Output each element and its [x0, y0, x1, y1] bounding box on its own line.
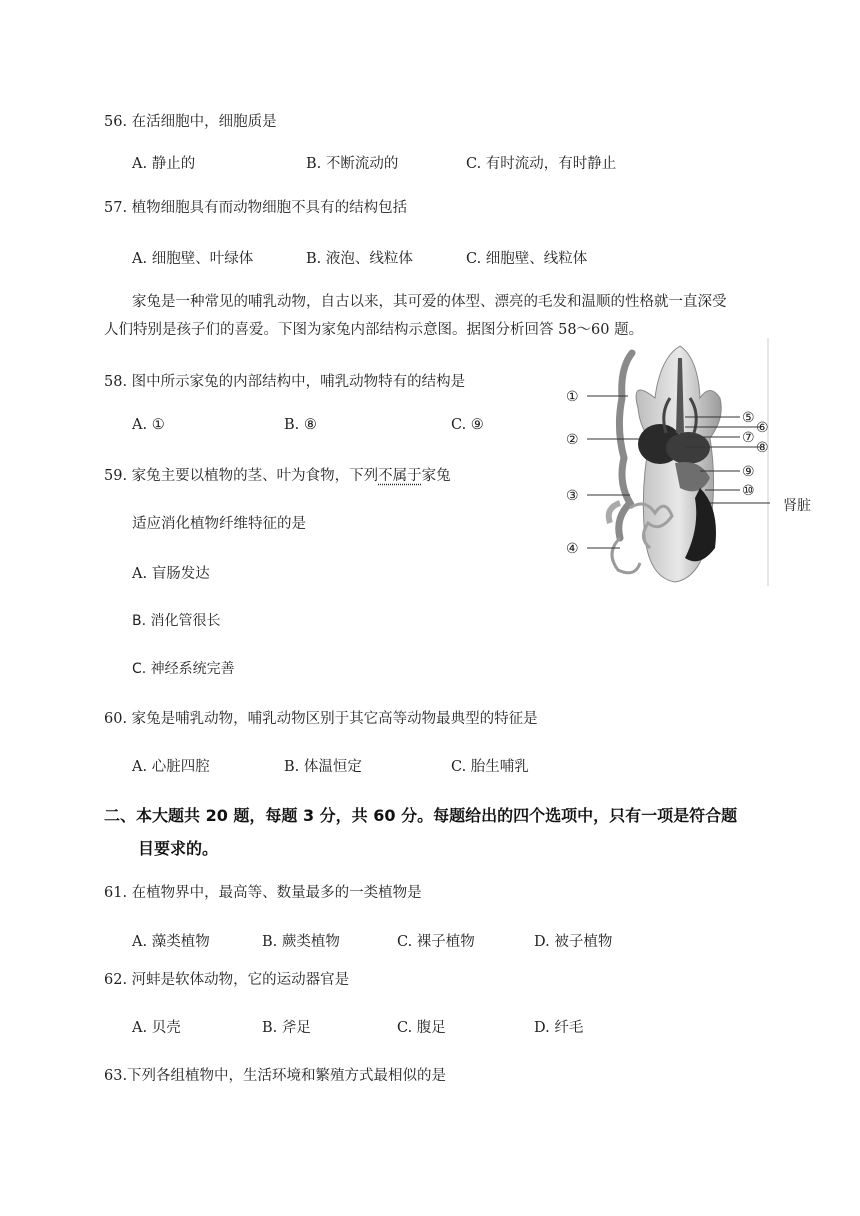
q61-option-d: D. 被子植物	[534, 934, 613, 950]
q61-option-a: A. 藻类植物	[132, 934, 210, 950]
q62-stem: 62. 河蚌是软体动物，它的运动器官是	[104, 972, 350, 988]
figure-label-2: ②	[566, 432, 579, 448]
q60-option-a: A. 心脏四腔	[132, 759, 210, 775]
q60-stem: 60. 家兔是哺乳动物，哺乳动物区别于其它高等动物最典型的特征是	[104, 711, 538, 727]
q60-option-c: C. 胎生哺乳	[451, 759, 529, 775]
q63-stem: 63.下列各组植物中，生活环境和繁殖方式最相似的是	[104, 1068, 447, 1084]
q57-option-b: B. 液泡、线粒体	[306, 251, 413, 267]
q61-option-c: C. 裸子植物	[397, 934, 475, 950]
figure-label-3: ③	[566, 488, 579, 504]
q59-option-c: C. 神经系统完善	[132, 661, 235, 677]
q60-option-b: B. 体温恒定	[284, 759, 362, 775]
figure-label-9: ⑨	[742, 464, 755, 480]
q56-option-c: C. 有时流动，有时静止	[466, 156, 617, 172]
rabbit-anatomy-figure	[560, 338, 770, 586]
q56-stem: 56. 在活细胞中，细胞质是	[104, 114, 277, 130]
q59-stem-line-2: 适应消化植物纤维特征的是	[132, 516, 306, 532]
q62-option-b: B. 斧足	[262, 1020, 311, 1036]
q62-option-d: D. 纤毛	[534, 1020, 584, 1036]
q61-stem: 61. 在植物界中，最高等、数量最多的一类植物是	[104, 885, 422, 901]
q58-stem: 58. 图中所示家兔的内部结构中，哺乳动物特有的结构是	[104, 374, 466, 390]
figure-label-4: ④	[566, 541, 579, 557]
figure-label-5: ⑤	[742, 410, 755, 426]
q59-stem-post: 家兔	[421, 468, 451, 484]
section-2-heading-line-1: 二、本大题共 20 题，每题 3 分，共 60 分。每题给出的四个选项中，只有一项是符合题	[104, 806, 738, 825]
q58-option-c: C. ⑨	[451, 417, 484, 433]
q59-stem-emphasis: 不属于	[378, 468, 422, 484]
q58-option-a: A. ①	[132, 417, 165, 433]
section-2-heading-line-2: 目要求的。	[138, 839, 219, 858]
figure-label-7: ⑦	[742, 430, 755, 446]
q58-option-b: B. ⑧	[284, 417, 317, 433]
q57-stem: 57. 植物细胞具有而动物细胞不具有的结构包括	[104, 200, 408, 216]
q59-stem-pre: 59. 家兔主要以植物的茎、叶为食物，下列	[104, 468, 379, 484]
intro-line-2: 人们特别是孩子们的喜爱。下图为家兔内部结构示意图。据图分析回答 58～60 题。	[104, 322, 644, 338]
figure-label-8: ⑧	[756, 440, 769, 456]
q59-option-b: B. 消化管很长	[132, 613, 221, 629]
q56-option-b: B. 不断流动的	[306, 156, 399, 172]
q61-option-b: B. 蕨类植物	[262, 934, 340, 950]
q56-option-a: A. 静止的	[132, 156, 196, 172]
figure-label-10: ⑩	[742, 483, 755, 499]
figure-label-1: ①	[566, 389, 579, 405]
figure-label-kidney: 肾脏	[783, 498, 811, 514]
q57-option-a: A. 细胞壁、叶绿体	[132, 251, 254, 267]
q59-stem	[104, 464, 451, 485]
q59-option-a: A. 盲肠发达	[132, 566, 210, 582]
q57-option-c: C. 细胞壁、线粒体	[466, 251, 588, 267]
rabbit-anatomy-diagram	[560, 338, 770, 586]
q62-option-a: A. 贝壳	[132, 1020, 181, 1036]
q62-option-c: C. 腹足	[397, 1020, 446, 1036]
intro-line-1: 家兔是一种常见的哺乳动物，自古以来，其可爱的体型、漂亮的毛发和温顺的性格就一直深受	[132, 294, 727, 310]
figure-label-6: ⑥	[756, 420, 769, 436]
